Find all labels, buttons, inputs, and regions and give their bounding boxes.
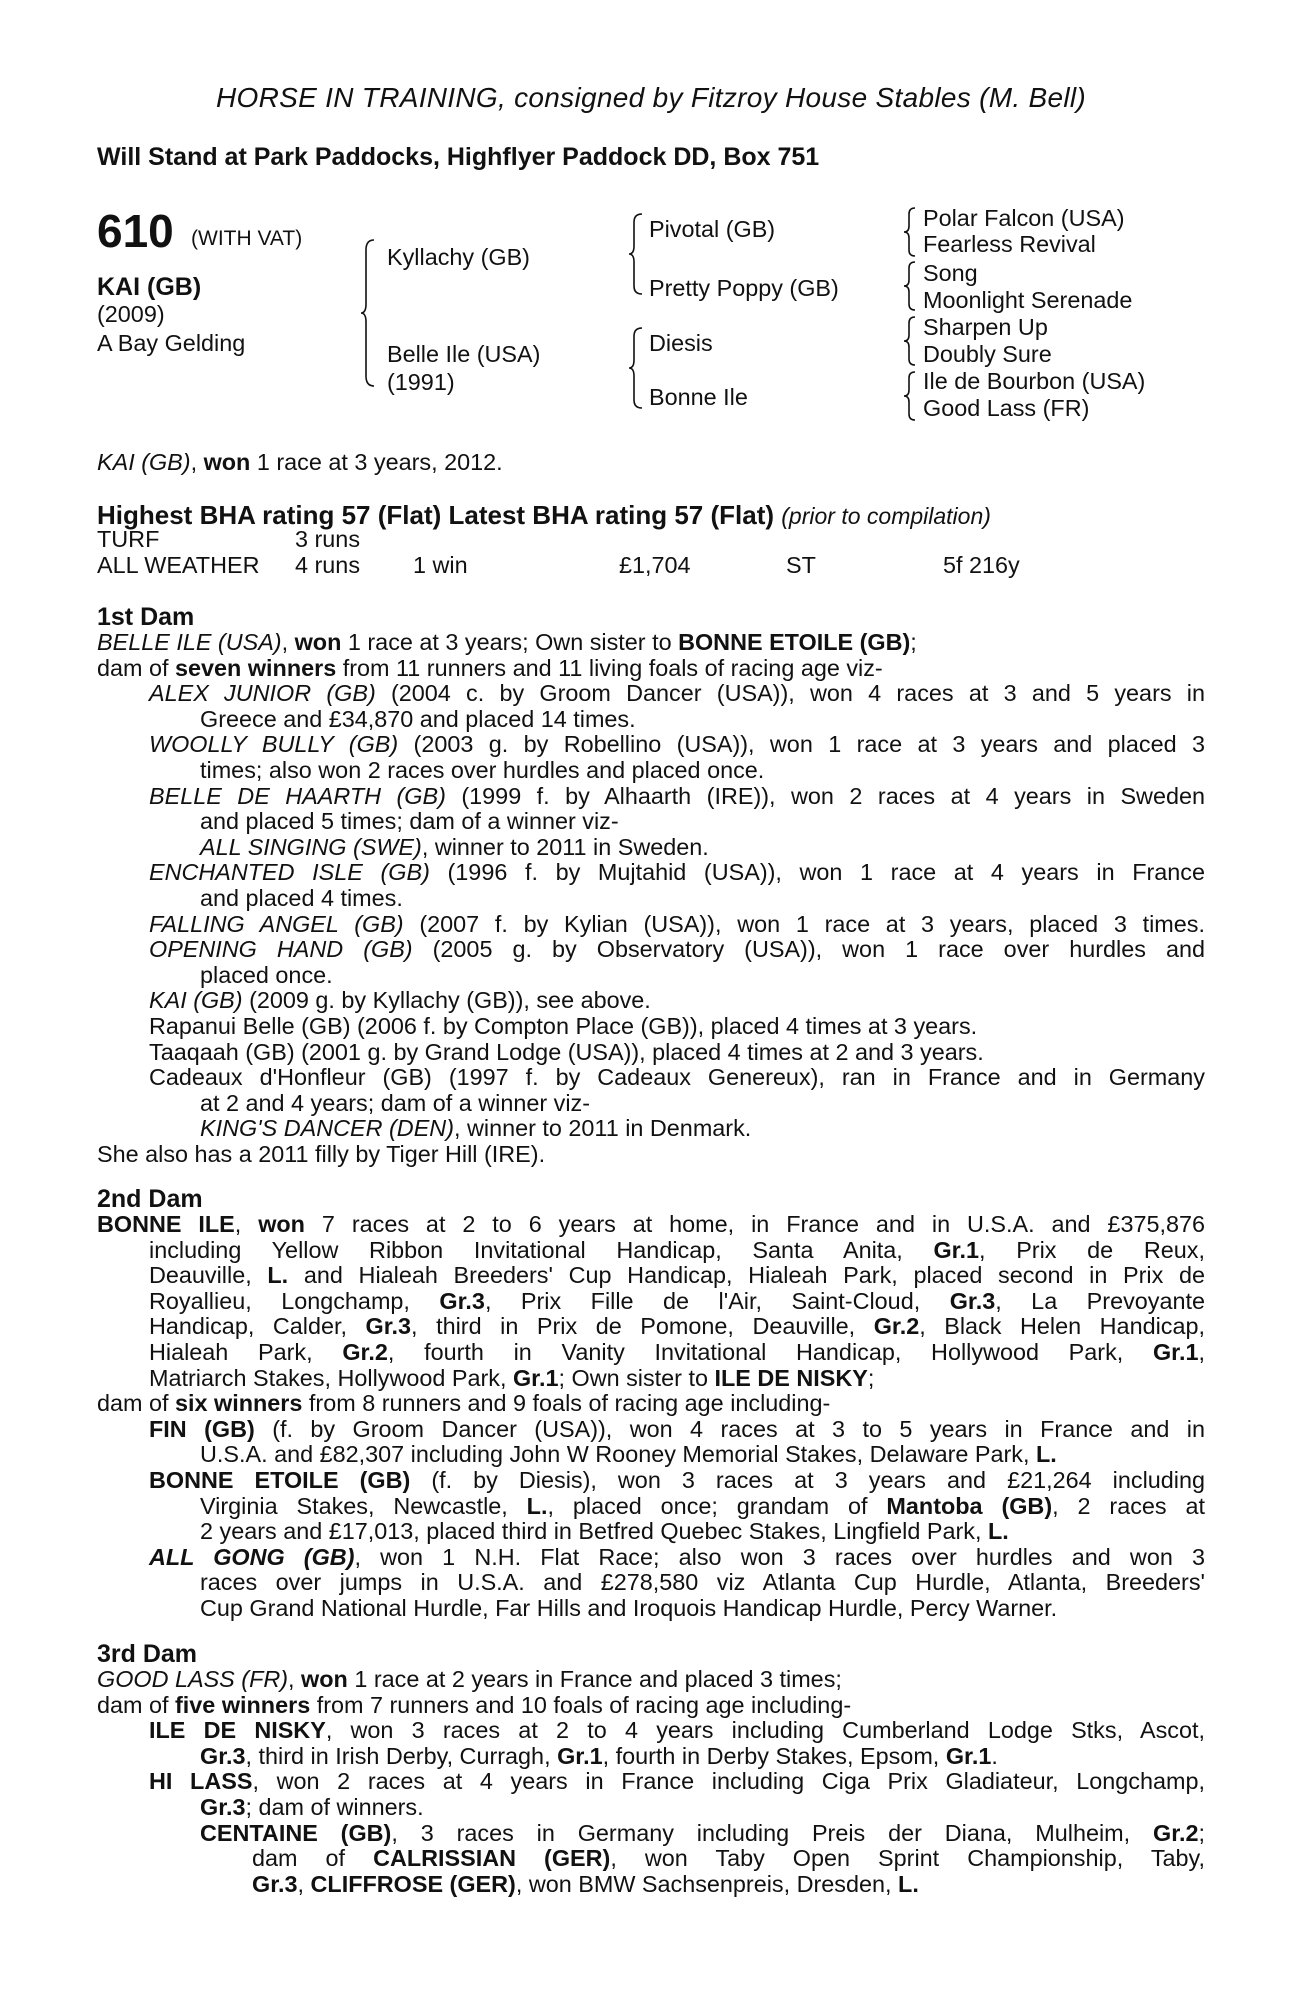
dam-parents-brace xyxy=(628,326,644,410)
third-dam-line: GOOD LASS (FR), won 1 race at 2 years in France and placed 3 times; xyxy=(97,1666,842,1692)
third-dam-produce-summary: dam of five winners from 7 runners and 10 foals of racing age including- xyxy=(97,1691,852,1718)
aw-wins: 1 win xyxy=(413,552,468,578)
produce-entry-cont: U.S.A. and £82,307 including John W Rooney Memorial Stakes, Delaware Park, L. xyxy=(200,1441,1057,1468)
pedigree-dam-dam: Bonne Ile xyxy=(649,384,748,410)
gen3-brace-1 xyxy=(903,206,917,258)
produce-entry: FALLING ANGEL (GB) (2007 f. by Kylian (USA)), won 1 race at 3 years, placed 3 times. xyxy=(149,910,1205,937)
gen3-brace-4 xyxy=(903,370,917,422)
produce-entry: WOOLLY BULLY (GB) (2003 g. by Robellino (USA)), won 1 race at 3 years and placed 3 xyxy=(149,731,1205,758)
pedigree-dam-year: (1991) xyxy=(387,369,455,395)
produce-entry: ILE DE NISKY, won 3 races at 2 to 4 years including Cumberland Lodge Stks, Ascot, xyxy=(149,1717,1205,1744)
third-dam-section xyxy=(97,1641,1205,1897)
pedigree-gen3-1: Polar Falcon (USA) xyxy=(923,205,1125,231)
vat-note: (WITH VAT) xyxy=(191,227,303,250)
produce-entry: FIN (GB) (f. by Groom Dancer (USA)), won 4 races at 3 to 5 years in France and in xyxy=(149,1415,1205,1442)
produce-entry-cont: races over jumps in U.S.A. and £278,580 viz Atlanta Cup Hurdle, Atlanta, Breeders' xyxy=(200,1569,1205,1596)
second-dam-line: BONNE ILE, won 7 races at 2 to 6 years at home, in France and in U.S.A. and £375,876 xyxy=(97,1211,1205,1237)
produce-sub-entry-cont: Gr.3, CLIFFROSE (GER), won BMW Sachsenpreis, Dresden, L. xyxy=(252,1870,919,1897)
pedigree-dam-sire: Diesis xyxy=(649,330,713,356)
produce-entry: HI LASS, won 2 races at 4 years in France including Ciga Prix Gladiateur, Longchamp, xyxy=(149,1768,1205,1795)
pedigree-gen3-6: Doubly Sure xyxy=(923,341,1052,367)
produce-entry-cont: and placed 5 times; dam of a winner viz- xyxy=(200,808,619,835)
second-dam-section xyxy=(97,1186,1205,1622)
page-title: HORSE IN TRAINING, consigned by Fitzroy House Stables (M. Bell) xyxy=(215,82,1087,113)
second-dam-cont: including Yellow Ribbon Invitational Handicap, Santa Anita, Gr.1, Prix de Reux, xyxy=(149,1236,1205,1263)
produce-entry-cont: Virginia Stakes, Newcastle, L., placed once; grandam of Mantoba (GB), 2 races at xyxy=(200,1492,1206,1519)
pedigree-dam: Belle Ile (USA) xyxy=(387,341,541,367)
bha-rating: Highest BHA rating 57 (Flat) Latest BHA rating 57 (Flat) (prior to compilation) xyxy=(97,500,991,530)
produce-entry-cont: Gr.3; dam of winners. xyxy=(200,1793,424,1820)
second-dam-cont: Royallieu, Longchamp, Gr.3, Prix Fille de l'Air, Saint-Cloud, Gr.3, La Prevoyante xyxy=(149,1287,1206,1314)
pedigree-gen3-4: Moonlight Serenade xyxy=(923,287,1133,313)
produce-entry-cont: and placed 4 times. xyxy=(200,884,403,911)
produce-entry: ALL GONG (GB), won 1 N.H. Flat Race; also won 3 races over hurdles and won 3 xyxy=(149,1543,1205,1570)
produce-entry-cont: Greece and £34,870 and placed 14 times. xyxy=(200,705,636,732)
first-dam-section xyxy=(97,604,1205,1167)
sire-dam-brace xyxy=(360,238,376,388)
first-dam-footnote: She also has a 2011 filly by Tiger Hill (IRE). xyxy=(97,1140,546,1167)
produce-entry: KAI (GB) (2009 g. by Kyllachy (GB)), see above. xyxy=(149,987,651,1014)
produce-entry-cont: placed once. xyxy=(200,961,333,988)
first-dam-produce-summary: dam of seven winners from 11 runners and 11 living foals of racing age viz- xyxy=(97,654,883,681)
aw-surface: ST xyxy=(786,552,816,578)
produce-entry: BONNE ETOILE (GB) (f. by Diesis), won 3 races at 3 years and £21,264 including xyxy=(149,1466,1206,1493)
produce-entry-cont: 2 years and £17,013, placed third in Betfred Quebec Stakes, Lingfield Park, L. xyxy=(200,1518,1009,1545)
horse-description: A Bay Gelding xyxy=(97,330,246,356)
produce-entry-cont: times; also won 2 races over hurdles and placed once. xyxy=(200,756,765,783)
pedigree-gen3-7: Ile de Bourbon (USA) xyxy=(923,368,1146,394)
turf-runs: 3 runs xyxy=(295,526,361,552)
produce-sub-entry-cont: dam of CALRISSIAN (GER), won Taby Open Sprint Championship, Taby, xyxy=(252,1845,1205,1872)
produce-entry: OPENING HAND (GB) (2005 g. by Observatory (USA)), won 1 race over hurdles and xyxy=(149,936,1205,963)
horse-name: KAI (GB) xyxy=(97,273,202,301)
pedigree-sire-dam: Pretty Poppy (GB) xyxy=(649,275,839,301)
aw-distance: 5f 216y xyxy=(943,552,1020,578)
produce-sub-entry: KING'S DANCER (DEN), winner to 2011 in Denmark. xyxy=(200,1115,752,1142)
produce-entry: Cadeaux d'Honfleur (GB) (1997 f. by Cadeaux Genereux), ran in France and in Germany xyxy=(149,1064,1205,1091)
pedigree-sire: Kyllachy (GB) xyxy=(387,244,530,270)
aw-runs: 4 runs xyxy=(295,552,361,578)
produce-entry: BELLE DE HAARTH (GB) (1999 f. by Alhaarth (IRE)), won 2 races at 4 years in Sweden xyxy=(149,782,1205,809)
produce-entry-cont: at 2 and 4 years; dam of a winner viz- xyxy=(200,1089,591,1116)
produce-entry: Taaqaah (GB) (2001 g. by Grand Lodge (USA)), placed 4 times at 2 and 3 years. xyxy=(149,1038,984,1065)
second-dam-cont: Matriarch Stakes, Hollywood Park, Gr.1; Own sister to ILE DE NISKY; xyxy=(149,1364,875,1391)
second-dam-heading: 2nd Dam xyxy=(97,1185,203,1213)
third-dam-heading: 3rd Dam xyxy=(97,1640,198,1668)
gen3-brace-3 xyxy=(903,315,917,367)
pedigree-gen3-3: Song xyxy=(923,260,978,286)
first-dam-heading: 1st Dam xyxy=(97,603,195,631)
race-summary: KAI (GB), won 1 race at 3 years, 2012. xyxy=(97,449,503,475)
pedigree-gen3-5: Sharpen Up xyxy=(923,314,1048,340)
second-dam-cont: Handicap, Calder, Gr.3, third in Prix de Pomone, Deauville, Gr.2, Black Helen Handicap, xyxy=(149,1313,1205,1340)
produce-entry: Rapanui Belle (GB) (2006 f. by Compton Place (GB)), placed 4 times at 3 years. xyxy=(149,1012,978,1039)
pedigree-gen3-8: Good Lass (FR) xyxy=(923,395,1090,421)
second-dam-cont: Deauville, L. and Hialeah Breeders' Cup Handicap, Hialeah Park, placed second in Prix de xyxy=(149,1262,1205,1289)
produce-sub-entry: ALL SINGING (SWE), winner to 2011 in Sweden. xyxy=(200,833,709,860)
pedigree-gen3-2: Fearless Revival xyxy=(923,231,1096,257)
pedigree-sire-sire: Pivotal (GB) xyxy=(649,216,776,242)
lot-number: 610 xyxy=(97,205,174,257)
produce-entry: ENCHANTED ISLE (GB) (1996 f. by Mujtahid (USA)), won 1 race at 4 years in France xyxy=(149,859,1205,886)
aw-label: ALL WEATHER xyxy=(97,552,260,578)
foaling-year: (2009) xyxy=(97,301,165,327)
produce-entry-cont: Gr.3, third in Irish Derby, Curragh, Gr.1, fourth in Derby Stakes, Epsom, Gr.1. xyxy=(200,1742,998,1769)
first-dam-line: BELLE ILE (USA), won 1 race at 3 years; Own sister to BONNE ETOILE (GB); xyxy=(97,629,917,655)
gen3-brace-2 xyxy=(903,260,917,312)
second-dam-cont: Hialeah Park, Gr.2, fourth in Vanity Invitational Handicap, Hollywood Park, Gr.1, xyxy=(149,1338,1205,1365)
turf-label: TURF xyxy=(97,526,160,552)
location-line: Will Stand at Park Paddocks, Highflyer Paddock DD, Box 751 xyxy=(97,143,820,171)
sire-parents-brace xyxy=(628,212,644,296)
produce-entry: ALEX JUNIOR (GB) (2004 c. by Groom Dancer (USA)), won 4 races at 3 and 5 years in xyxy=(149,680,1205,707)
produce-sub-entry: CENTAINE (GB), 3 races in Germany including Preis der Diana, Mulheim, Gr.2; xyxy=(200,1819,1206,1846)
produce-entry-cont: Cup Grand National Hurdle, Far Hills and Iroquois Handicap Hurdle, Percy Warner. xyxy=(200,1594,1058,1621)
aw-prize: £1,704 xyxy=(619,552,691,578)
second-dam-produce-summary: dam of six winners from 8 runners and 9 foals of racing age including- xyxy=(97,1390,831,1417)
